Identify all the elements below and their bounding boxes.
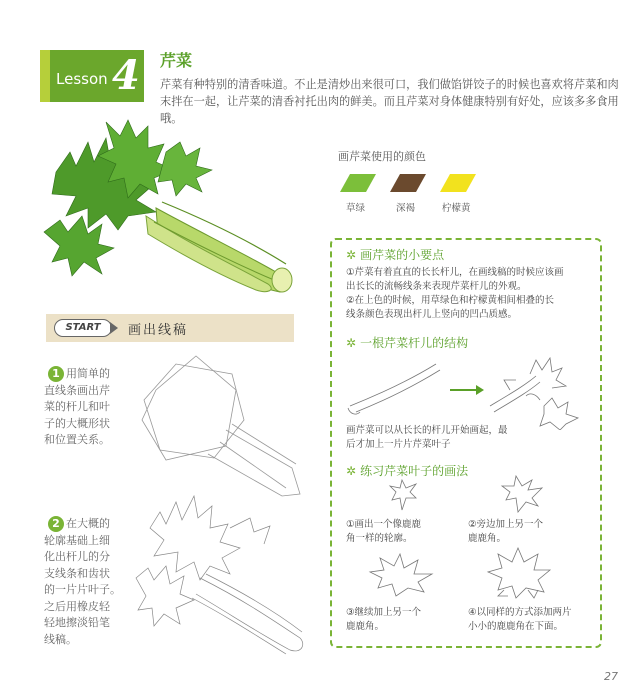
lesson-word: Lesson	[56, 70, 108, 88]
step-1-sketch	[136, 350, 306, 500]
step-1-line: 子的大概形状	[44, 416, 110, 430]
tip-line: 鹿鹿角。	[468, 533, 507, 544]
leaf-sketch-3	[366, 552, 436, 598]
tip-heading-text: 练习芹菜叶子的画法	[360, 464, 469, 478]
step-2-line: 的一片片叶子。	[44, 583, 121, 596]
tip-body-structure	[346, 424, 596, 452]
step-2-text	[44, 516, 128, 648]
tip-line: ①画出一个像鹿鹿	[346, 519, 422, 530]
tip-body-points	[346, 266, 596, 322]
tip-line: 画芹菜可以从长长的杆儿开始画起，最	[346, 425, 508, 436]
step-1-line: 用简单的	[66, 367, 110, 380]
swatch-stroke	[440, 174, 476, 192]
star-icon: ✲	[346, 248, 357, 262]
leaf-step-3	[346, 606, 466, 634]
step-2-line: 轮廓基础上细	[44, 533, 110, 547]
tip-heading-leaves	[346, 462, 468, 479]
swatch-lemon-yellow	[436, 172, 480, 194]
swatch-stroke	[390, 174, 426, 192]
tip-line: 线条颜色表现出杆儿上竖向的凹凸质感。	[346, 309, 518, 320]
badge-stripe	[40, 50, 50, 102]
tip-line: 出长长的流畅线条来表现芹菜杆儿的外观。	[346, 281, 527, 292]
structure-sketch	[340, 350, 590, 430]
swatch-dark-brown	[386, 172, 430, 194]
leaf-step-4	[468, 606, 598, 634]
step-2-number: 2	[48, 516, 64, 532]
step-1-line: 直线条画出芹	[44, 383, 110, 397]
step-2-line: 化出杆儿的分	[44, 550, 110, 563]
step-2-line: 轻地擦淡铅笔	[44, 616, 110, 629]
start-arrow-icon	[110, 322, 118, 334]
tip-heading-text: 一根芹菜杆儿的结构	[360, 336, 469, 350]
leaf-step-1	[346, 518, 466, 546]
step-1-text	[44, 366, 128, 449]
step-1-number: 1	[48, 366, 64, 382]
intro-text: 芹菜有种特别的清香味道。不止是清炒出来很可口，我们做馅饼饺子的时候也喜欢将芹菜和肉末拌在一起，让芹菜的清香衬托出肉的鲜美。而且芹菜对身体健康特别有好处，应该多多食用哦。	[160, 78, 619, 125]
tip-heading-text: 画芹菜的小要点	[360, 248, 445, 262]
step-2-line: 之后用橡皮轻	[44, 599, 110, 613]
lesson-number: 4	[112, 52, 140, 99]
step-2-line: 支线条和齿状	[44, 566, 110, 580]
tip-heading-points	[346, 246, 444, 263]
tip-line: ②在上色的时候，用草绿色和柠檬黄相间相叠的长	[346, 295, 555, 306]
tip-line: 鹿鹿角。	[346, 621, 385, 632]
tip-line: ②旁边加上另一个	[468, 519, 544, 530]
leaf-sketch-1	[386, 478, 420, 512]
start-banner	[46, 314, 294, 342]
arrow-icon	[450, 385, 484, 395]
step-2-line: 在大概的	[66, 517, 110, 530]
colors-title: 画芹菜使用的颜色	[338, 150, 426, 163]
page-title: 芹菜	[160, 51, 193, 70]
page-number: 27	[604, 670, 618, 683]
leaf-sketch-4	[484, 546, 554, 600]
step-1-line: 菜的杆儿和叶	[44, 400, 110, 413]
step-2-sketch	[130, 488, 310, 660]
star-icon: ✲	[346, 336, 357, 350]
tip-line: ④以同样的方式添加两片	[468, 607, 572, 618]
celery-stalks	[146, 202, 292, 292]
start-pill: START	[54, 319, 112, 337]
swatch-label-brown: 深褐	[396, 203, 416, 214]
tip-line: ①芹菜有着直直的长长杆儿，在画线稿的时候应该画	[346, 267, 564, 278]
tip-line: 后才加上一片片芹菜叶子	[346, 439, 451, 450]
swatch-stroke	[340, 174, 376, 192]
lesson-badge	[40, 50, 144, 102]
start-label: 画出线稿	[128, 323, 189, 338]
tip-line: ③继续加上另一个	[346, 607, 422, 618]
tip-line: 角一样的轮廓。	[346, 533, 413, 544]
swatch-label-green: 草绿	[346, 203, 366, 214]
star-icon: ✲	[346, 464, 357, 478]
leaf-sketch-2	[500, 474, 544, 514]
tip-heading-structure	[346, 334, 468, 351]
leaf-step-2	[468, 518, 598, 546]
tip-line: 小小的鹿鹿角在下面。	[468, 621, 564, 632]
swatch-label-yellow: 柠檬黄	[442, 203, 471, 214]
step-1-line: 和位置关系。	[44, 433, 110, 446]
celery-illustration	[36, 112, 298, 296]
step-2-line: 线稿。	[44, 632, 77, 646]
swatch-grass-green	[336, 172, 380, 194]
